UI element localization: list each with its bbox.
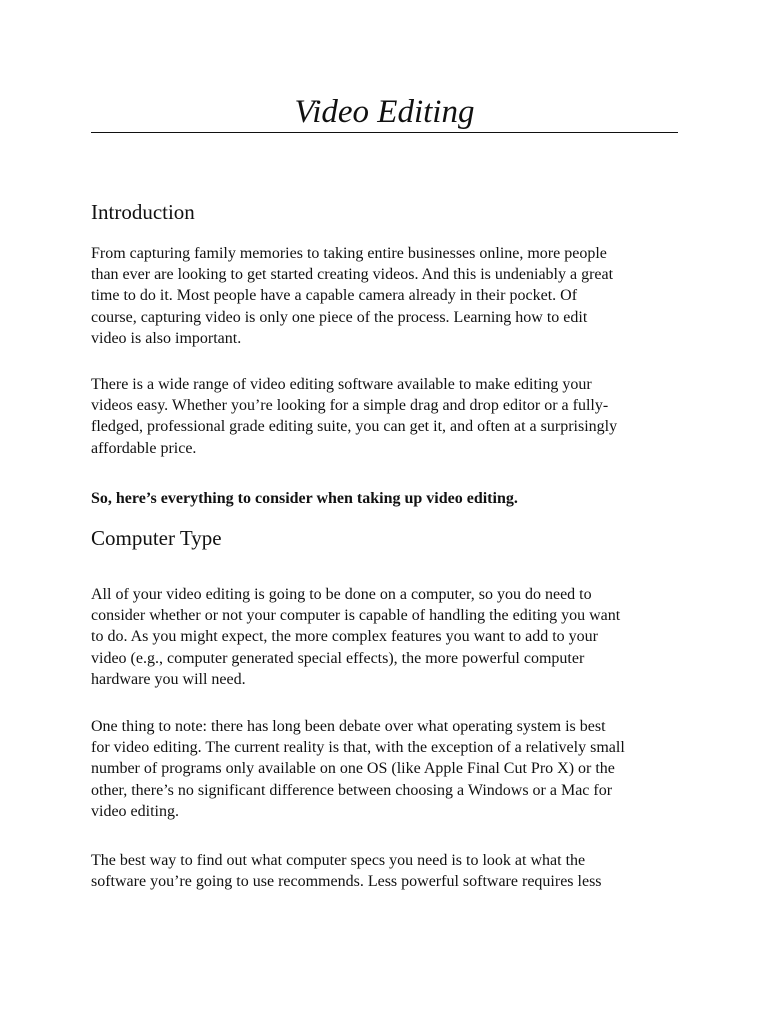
computer-paragraph-3: The best way to find out what computer specs you need is to look at what the software you’re going to use recommends. Less powerful software requires less	[91, 852, 602, 891]
title-underline	[91, 132, 678, 133]
document-title: Video Editing	[294, 94, 475, 130]
intro-paragraph-2: There is a wide range of video editing software available to make editing your videos easy. Whether you’re looking for a simple drag and drop editor or a fully- fledged, professional grade editing suite, you can get it, and often at a surprisingly affordable price.	[91, 376, 618, 457]
computer-paragraph-2: One thing to note: there has long been debate over what operating system is best for video editing. The current reality is that, with the exception of a relatively small number of programs only available on one OS (like Apple Final Cut Pro X) or the other, there’s no significant difference between choosing a Windows or a Mac for video editing.	[91, 718, 625, 820]
section-heading-introduction: Introduction	[91, 200, 195, 224]
intro-emphasis-line: So, here’s everything to consider when taking up video editing.	[91, 490, 518, 507]
section-heading-computer-type: Computer Type	[91, 526, 222, 550]
computer-paragraph-1: All of your video editing is going to be done on a computer, so you do need to consider whether or not your computer is capable of handling the editing you want to do. As you might expect, the more complex features you want to add to your video (e.g., computer generated special effects), the more powerful computer hardware you will need.	[91, 586, 621, 688]
intro-paragraph-1: From capturing family memories to taking entire businesses online, more people than ever are looking to get started creating videos. And this is undeniably a great time to do it. Most people have a capable camera already in their pocket. Of course, capturing video is only one piece of the process. Learning how to edit video is also important.	[91, 245, 614, 347]
